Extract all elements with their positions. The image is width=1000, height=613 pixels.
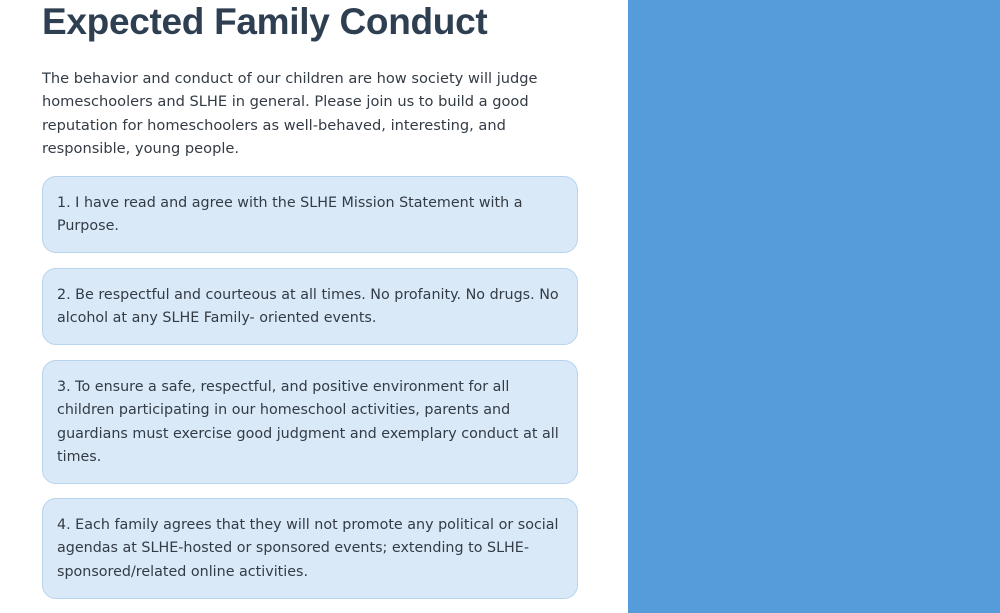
rule-text: 4. Each family agrees that they will not promote any political or social agendas at SLHE-hosted or sponsored events; extending to SLHE-sponsored/related online activities. — [57, 517, 559, 580]
blue-side-panel — [628, 0, 1000, 613]
rule-card — [42, 176, 578, 253]
rule-text: 2. Be respectful and courteous at all times. No profanity. No drugs. No alcohol at any SLHE Family- oriented events. — [57, 287, 559, 327]
rule-text: 1. I have read and agree with the SLHE Mission Statement with a Purpose. — [57, 195, 523, 235]
page-title: Expected Family Conduct — [42, 1, 488, 42]
rule-card — [42, 498, 578, 599]
rule-card — [42, 360, 578, 484]
intro-paragraph: The behavior and conduct of our children are how society will judge homeschoolers and SLHE in general. Please join us to build a good reputation for homeschoolers as well-behaved, interesting, and responsible, young people. — [42, 70, 538, 158]
rule-card — [42, 268, 578, 345]
rule-text: 3. To ensure a safe, respectful, and positive environment for all children participating in our homeschool activities, parents and guardians must exercise good judgment and exemplary conduct at all times. — [57, 379, 559, 465]
